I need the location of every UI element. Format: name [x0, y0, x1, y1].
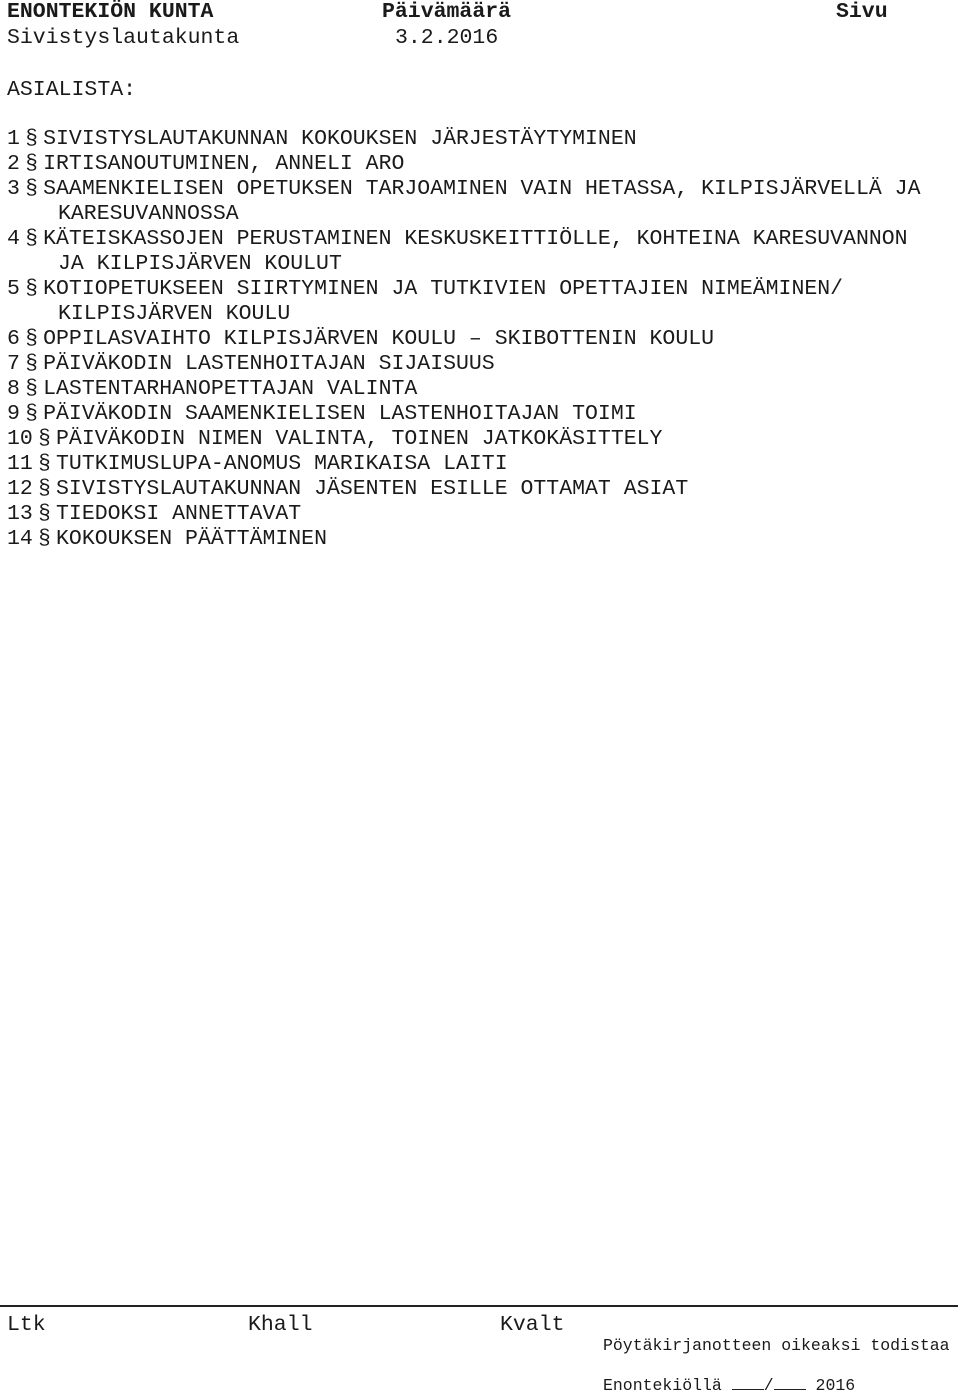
municipality-name: ENONTEKIÖN KUNTA [7, 0, 214, 24]
agenda-item-text: KOTIOPETUKSEEN SIIRTYMINEN JA TUTKIVIEN OPETTAJIEN NIMEÄMINEN/ [43, 277, 844, 301]
agenda-item-number: 12 [7, 477, 33, 501]
agenda-item-number: 8 [7, 377, 20, 401]
agenda-item [7, 177, 957, 227]
agenda-item-text: KOKOUKSEN PÄÄTTÄMINEN [56, 527, 327, 551]
section-sign: § [37, 427, 51, 451]
footer-khall: Khall [248, 1313, 313, 1337]
agenda-item-number: 1 [7, 127, 20, 151]
section-sign: § [25, 402, 38, 426]
agenda-item-text: SIVISTYSLAUTAKUNNAN JÄSENTEN ESILLE OTTAMAT ASIAT [56, 477, 689, 501]
agenda-item [7, 502, 957, 527]
agenda-item-continuation: JA KILPISJÄRVEN KOULUT [58, 252, 342, 276]
agenda-item-number: 13 [7, 502, 33, 526]
agenda-item-text: TUTKIMUSLUPA-ANOMUS MARIKAISA LAITI [56, 452, 508, 476]
agenda-item-number: 9 [7, 402, 20, 426]
section-sign: § [37, 502, 51, 526]
section-sign: § [37, 452, 51, 476]
agenda-item-number: 7 [7, 352, 20, 376]
agenda-item-text: KÄTEISKASSOJEN PERUSTAMINEN KESKUSKEITTIÖLLE, KOHTEINA KARESUVANNON [43, 227, 908, 251]
agenda-item-number: 10 [7, 427, 33, 451]
agenda-item [7, 427, 957, 452]
agenda-item-number: 5 [7, 277, 20, 301]
section-sign: § [25, 377, 38, 401]
section-sign: § [25, 352, 38, 376]
agenda-item [7, 227, 957, 277]
agenda-item-text: PÄIVÄKODIN SAAMENKIELISEN LASTENHOITAJAN TOIMI [43, 402, 637, 426]
page-label: Sivu [836, 0, 888, 24]
agenda-item-continuation: KILPISJÄRVEN KOULU [58, 302, 291, 326]
place-name: Enontekiöllä [603, 1376, 722, 1395]
agenda-item-text: SAAMENKIELISEN OPETUKSEN TARJOAMINEN VAIN HETASSA, KILPISJÄRVELLÄ JA [43, 177, 921, 201]
agenda-item-text: TIEDOKSI ANNETTAVAT [56, 502, 302, 526]
agenda-item [7, 477, 957, 502]
day-blank [732, 1375, 764, 1390]
date-label: Päivämäärä [382, 0, 512, 24]
agenda-item-text: LASTENTARHANOPETTAJAN VALINTA [43, 377, 418, 401]
agenda-item [7, 452, 957, 477]
section-sign: § [37, 477, 51, 501]
agenda-item [7, 527, 957, 552]
agenda-title: ASIALISTA: [7, 78, 137, 102]
agenda-item [7, 327, 957, 352]
agenda-item [7, 152, 957, 177]
section-sign: § [25, 127, 38, 151]
certification-text: Pöytäkirjanotteen oikeaksi todistaa [603, 1336, 950, 1355]
agenda-item [7, 377, 957, 402]
footer-divider [0, 1305, 958, 1307]
section-sign: § [25, 152, 38, 176]
agenda-item-text: IRTISANOUTUMINEN, ANNELI ARO [43, 152, 405, 176]
agenda-item-number: 2 [7, 152, 20, 176]
section-sign: § [25, 177, 38, 201]
agenda-item [7, 402, 957, 427]
section-sign: § [25, 277, 38, 301]
agenda-item-number: 6 [7, 327, 20, 351]
agenda-item-number: 14 [7, 527, 33, 551]
agenda-item-continuation: KARESUVANNOSSA [58, 202, 239, 226]
agenda-item-text: PÄIVÄKODIN NIMEN VALINTA, TOINEN JATKOKÄSITTELY [56, 427, 663, 451]
agenda-item-number: 3 [7, 177, 20, 201]
signature-year: 2016 [815, 1376, 856, 1395]
month-blank [774, 1375, 806, 1390]
footer-kvalt: Kvalt [500, 1313, 565, 1337]
section-sign: § [25, 227, 38, 251]
signature-place-date [603, 1375, 855, 1395]
date-slash: / [763, 1376, 774, 1395]
agenda-item-text: SIVISTYSLAUTAKUNNAN KOKOUKSEN JÄRJESTÄYTYMINEN [43, 127, 637, 151]
agenda-item [7, 127, 957, 152]
agenda-item-number: 11 [7, 452, 33, 476]
agenda-item-text: OPPILASVAIHTO KILPISJÄRVEN KOULU – SKIBOTTENIN KOULU [43, 327, 715, 351]
footer-ltk: Ltk [7, 1313, 46, 1337]
section-sign: § [25, 327, 38, 351]
section-sign: § [37, 527, 51, 551]
agenda-list [7, 127, 957, 552]
meeting-date: 3.2.2016 [395, 26, 499, 50]
agenda-item-number: 4 [7, 227, 20, 251]
agenda-item-text: PÄIVÄKODIN LASTENHOITAJAN SIJAISUUS [43, 352, 495, 376]
agenda-item [7, 352, 957, 377]
board-name: Sivistyslautakunta [7, 26, 240, 50]
agenda-item [7, 277, 957, 327]
